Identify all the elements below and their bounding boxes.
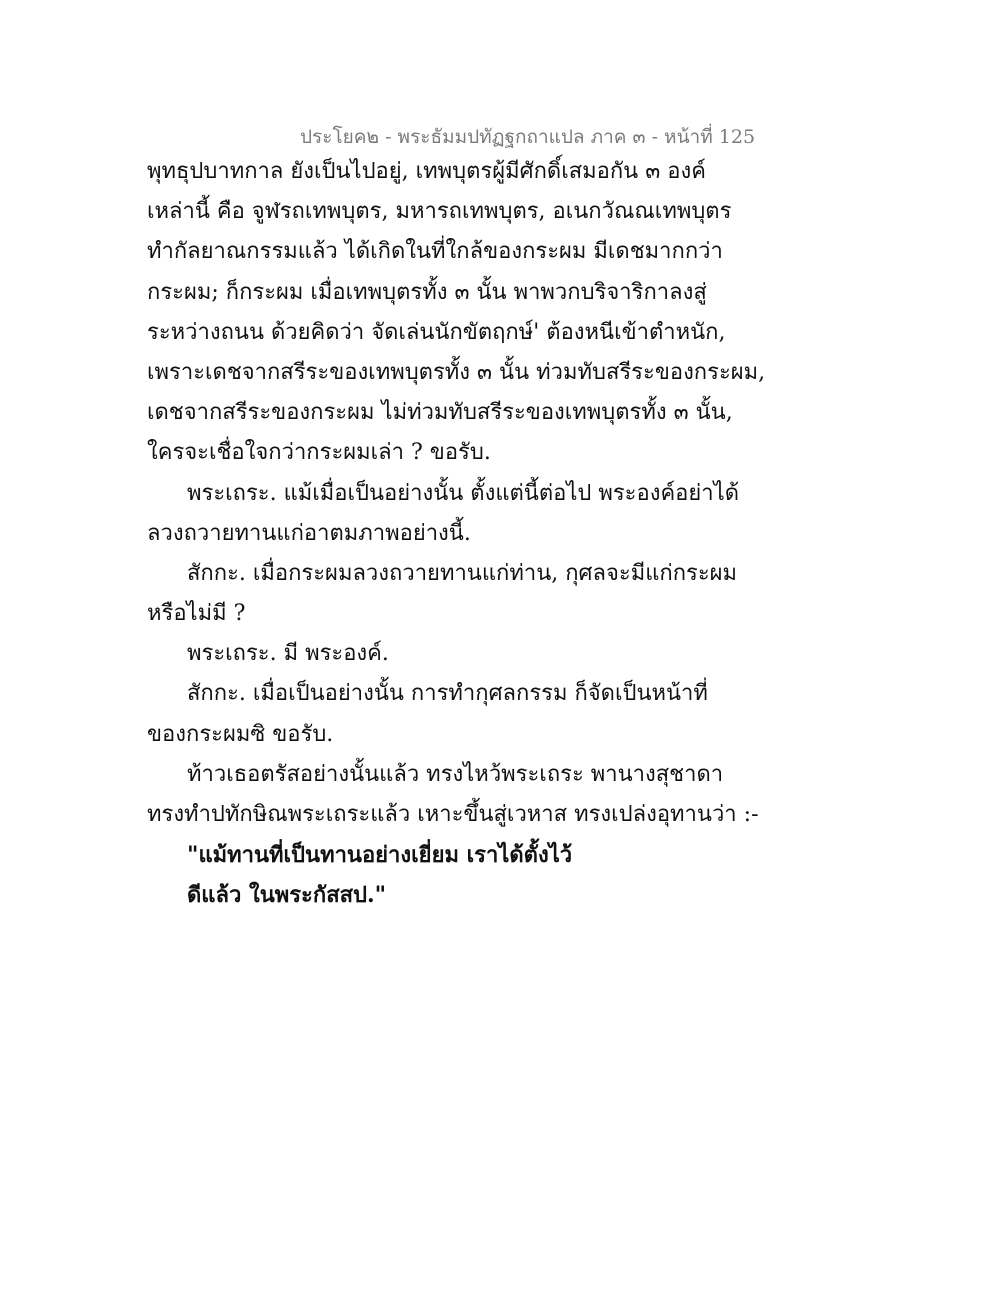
body-text bbox=[147, 152, 847, 916]
text-line: ลวงถวายทานแก่อาตมภาพอย่างนี้. bbox=[147, 520, 471, 546]
text-line: หรือไม่มี ? bbox=[147, 601, 246, 627]
paragraph-thera-reply-1 bbox=[147, 474, 847, 554]
running-header: ประโยค๒ - พระธัมมปทัฏฐกถาแปล ภาค ๓ - หน้าที่ 125 bbox=[300, 126, 756, 148]
text-line: สักกะ. เมื่อกระผมลวงถวายทานแก่ท่าน, กุศลจะมีแก่กระผม bbox=[187, 560, 738, 586]
paragraph-sakka-question bbox=[147, 554, 847, 634]
text-line: ระหว่างถนน ด้วยคิดว่า จัดเล่นนักขัตฤกษ์' ต้องหนีเข้าตำหนัก, bbox=[147, 319, 726, 345]
paragraph-sakka-complaint bbox=[147, 152, 847, 474]
text-line: ทำกัลยาณกรรมแล้ว ได้เกิดในที่ใกล้ของกระผม มีเดชมากกว่า bbox=[147, 239, 723, 265]
text-line: ของกระผมซิ ขอรับ. bbox=[147, 721, 334, 747]
text-line: ทรงทำปทักษิณพระเถระแล้ว เหาะขึ้นสู่เวหาส ทรงเปล่งอุทานว่า :- bbox=[147, 802, 759, 827]
text-line: ท้าวเธอตรัสอย่างนั้นแล้ว ทรงไหว้พระเถระ พานางสุชาดา bbox=[187, 761, 724, 787]
verse-line: "แม้ทานที่เป็นทานอย่างเยี่ยม เราได้ตั้งไว้ bbox=[187, 842, 573, 869]
text-line: พุทธุปบาทกาล ยังเป็นไปอยู่, เทพบุตรผู้มีศักดิ์เสมอกัน ๓ องค์ bbox=[147, 159, 706, 184]
text-line: เดชจากสรีระของกระผม ไม่ท่วมทับสรีระของเทพบุตรทั้ง ๓ นั้น, bbox=[147, 400, 733, 426]
text-line: กระผม; ก็กระผม เมื่อเทพบุตรทั้ง ๓ นั้น พาพวกบริจาริกาลงสู่ bbox=[147, 279, 707, 305]
text-line: สักกะ. เมื่อเป็นอย่างนั้น การทำกุศลกรรม ก็จัดเป็นหน้าที่ bbox=[187, 681, 708, 707]
paragraph-thera-reply-2 bbox=[147, 634, 847, 674]
text-line: พระเถระ. แม้เมื่อเป็นอย่างนั้น ตั้งแต่นี้ต่อไป พระองค์อย่าได้ bbox=[187, 480, 739, 506]
paragraph-narration bbox=[147, 755, 847, 835]
text-line: พระเถระ. มี พระองค์. bbox=[187, 641, 389, 667]
paragraph-sakka-conclusion bbox=[147, 674, 847, 754]
verse-line: ดีแล้ว ในพระกัสสป." bbox=[187, 882, 387, 909]
verse-quote bbox=[147, 835, 847, 915]
text-line: เพราะเดชจากสรีระของเทพบุตรทั้ง ๓ นั้น ท่วมทับสรีระของกระผม, bbox=[147, 359, 766, 385]
text-line: ใครจะเชื่อใจกว่ากระผมเล่า ? ขอรับ. bbox=[147, 440, 491, 466]
text-line: เหล่านี้ คือ จูฬรถเทพบุตร, มหารถเทพบุตร, อเนกวัณณเทพบุตร bbox=[147, 199, 732, 225]
